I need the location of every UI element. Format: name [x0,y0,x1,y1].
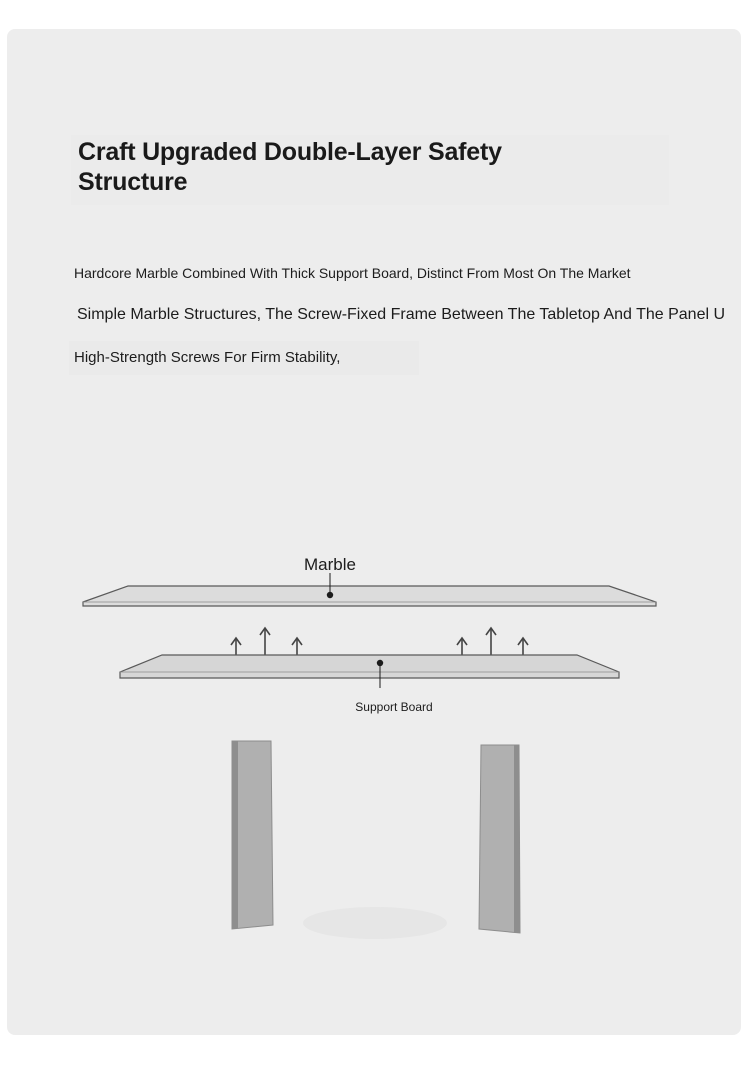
description-line-3: High-Strength Screws For Firm Stability, [74,349,341,366]
product-detail-card [7,29,741,1035]
marble-leader-dot [327,592,333,598]
section-title: Craft Upgraded Double-Layer Safety Structure [78,138,502,196]
marble-label: Marble [304,555,356,574]
floor-shadow [303,907,447,939]
support-board [120,655,619,678]
support-board-label: Support Board [355,700,433,714]
marble-slab [83,586,656,606]
right-leg-panel [479,745,520,933]
left-leg-panel [232,741,273,929]
structure-diagram [7,489,741,949]
description-line-1: Hardcore Marble Combined With Thick Support Board, Distinct From Most On The Market [74,265,631,281]
description-line-2: Simple Marble Structures, The Screw-Fixed Frame Between The Tabletop And The Panel U [77,306,726,323]
